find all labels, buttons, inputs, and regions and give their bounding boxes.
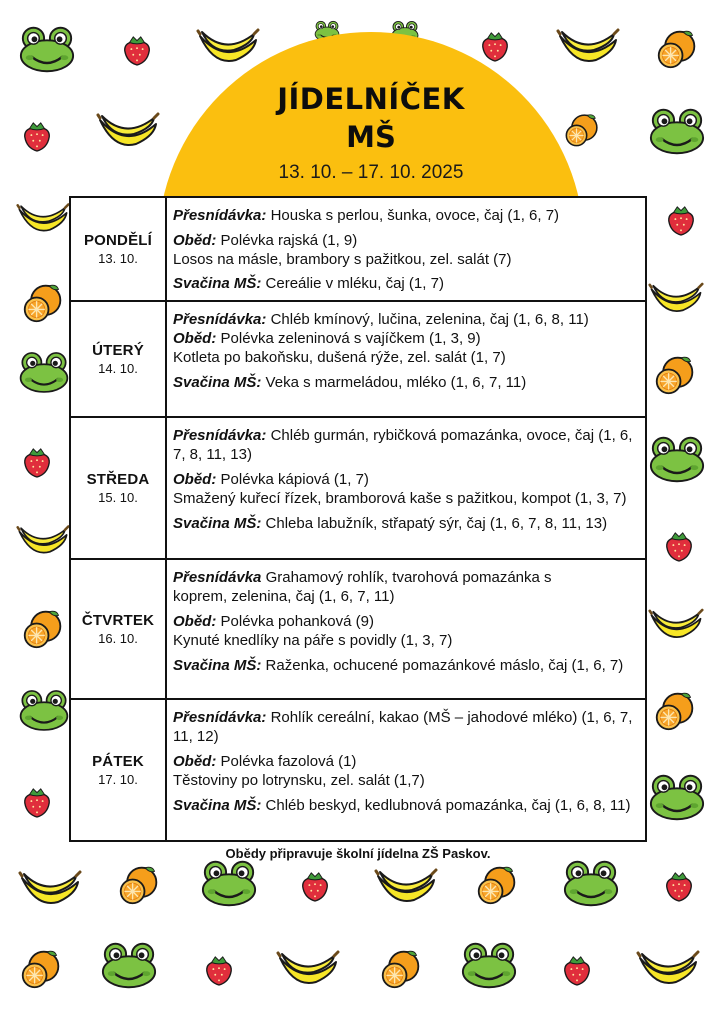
- breakfast-label: Přesnídávka:: [173, 427, 267, 444]
- banana-icon: [648, 604, 704, 644]
- strawberry-icon: [204, 954, 234, 986]
- breakfast-text: Houska s perlou, šunka, ovoce, čaj (1, 6, 7): [270, 207, 560, 224]
- frog-icon: [460, 940, 518, 990]
- snack-label: Svačina MŠ:: [173, 374, 262, 391]
- snack-label: Svačina MŠ:: [173, 515, 262, 532]
- frog-icon: [648, 772, 706, 822]
- snack: [173, 514, 641, 533]
- strawberry-icon: [22, 786, 52, 818]
- lunch-main: Kynuté knedlíky na páře s povidly (1, 3, 7): [173, 632, 453, 649]
- frog-icon: [100, 940, 158, 990]
- strawberry-icon: [664, 530, 694, 562]
- frog-icon: [18, 24, 76, 74]
- snack: [173, 373, 641, 392]
- breakfast-label: Přesnídávka:: [173, 709, 267, 726]
- breakfast-label: Přesnídávka:: [173, 311, 267, 328]
- lunch-main: Smažený kuřecí řízek, bramborová kaše s pažitkou, kompot (1, 3, 7): [173, 490, 627, 507]
- day-cell: [71, 198, 167, 300]
- orange-icon: [20, 948, 62, 990]
- meals: [173, 310, 641, 398]
- orange-icon: [22, 282, 64, 324]
- orange-icon: [380, 948, 422, 990]
- breakfast: [173, 206, 641, 225]
- day-row-friday: [71, 700, 645, 840]
- banana-icon: [636, 948, 700, 988]
- meals: [173, 206, 641, 299]
- strawberry-icon: [122, 34, 152, 66]
- day-row-tuesday: [71, 302, 645, 418]
- strawberry-icon: [300, 870, 330, 902]
- lunch: [173, 752, 641, 790]
- lunch-label: Oběd:: [173, 613, 217, 630]
- day-name: PÁTEK: [92, 753, 144, 770]
- banana-icon: [556, 26, 620, 66]
- lunch-label: Oběd:: [173, 232, 217, 249]
- frog-icon: [562, 858, 620, 908]
- banana-icon: [196, 26, 260, 66]
- date-range: 13. 10. – 17. 10. 2025: [278, 162, 464, 183]
- day-row-wednesday: [71, 418, 645, 560]
- day-row-thursday: [71, 560, 645, 700]
- strawberry-icon: [22, 120, 52, 152]
- banana-icon: [374, 866, 438, 906]
- strawberry-icon: [22, 446, 52, 478]
- day-cell: [71, 700, 167, 840]
- strawberry-icon: [666, 204, 696, 236]
- lunch: [173, 231, 641, 269]
- snack-text: Chléb beskyd, kedlubnová pomazánka, čaj (1, 6, 8, 11): [265, 797, 631, 814]
- snack-text: Veka s marmeládou, mléko (1, 6, 7, 11): [265, 374, 527, 391]
- lunch: [173, 612, 641, 650]
- meals: [173, 708, 641, 821]
- orange-icon: [22, 608, 64, 650]
- meals: [173, 426, 641, 539]
- breakfast-label: Přesnídávka:: [173, 207, 267, 224]
- page-subtitle: MŠ: [346, 120, 396, 154]
- lunch-main: Kotleta po bakoňsku, dušená rýže, zel. salát (1, 7): [173, 349, 506, 366]
- orange-icon: [118, 864, 160, 906]
- breakfast: [173, 568, 641, 606]
- snack-text: Chleba labužník, střapatý sýr, čaj (1, 6, 7, 8, 11, 13): [265, 515, 608, 532]
- breakfast-text: Chléb gurmán, rybičková pomazánka, ovoce, čaj (1, 6, 7, 8, 11, 13): [173, 427, 633, 463]
- lunch-main: Losos na másle, brambory s pažitkou, zel. salát (7): [173, 251, 512, 268]
- snack-text: Cereálie v mléku, čaj (1, 7): [265, 275, 444, 292]
- page-title: JÍDELNÍČEK: [277, 82, 465, 116]
- orange-icon: [656, 28, 698, 70]
- day-name: STŘEDA: [86, 471, 150, 488]
- day-name: ČTVRTEK: [81, 612, 155, 629]
- breakfast-text: Rohlík cereální, kakao (MŠ – jahodové mléko) (1, 6, 7, 11, 12): [173, 709, 633, 745]
- banana-icon: [276, 948, 340, 988]
- menu-table: [69, 196, 647, 842]
- meals: [173, 568, 641, 681]
- lunch-soup: Polévka rajská (1, 9): [220, 232, 358, 249]
- day-name: PONDĚLÍ: [83, 232, 153, 249]
- snack-label: Svačina MŠ:: [173, 275, 262, 292]
- frog-icon: [18, 686, 70, 734]
- lunch-soup: Polévka zeleninová s vajíčkem (1, 3, 9): [220, 330, 481, 347]
- lunch-soup: Polévka pohanková (9): [220, 613, 374, 630]
- strawberry-icon: [562, 954, 592, 986]
- banana-icon: [16, 198, 70, 238]
- orange-icon: [654, 690, 696, 732]
- breakfast-text: Chléb kmínový, lučina, zelenina, čaj (1, 6, 8, 11): [270, 311, 589, 328]
- lunch: [173, 470, 641, 508]
- frog-icon: [648, 106, 706, 156]
- frog-icon: [18, 348, 70, 396]
- banana-icon: [96, 110, 160, 150]
- banana-icon: [16, 520, 70, 560]
- breakfast: [173, 426, 641, 464]
- breakfast: [173, 708, 641, 746]
- orange-icon: [476, 864, 518, 906]
- snack: [173, 796, 641, 815]
- banana-icon: [648, 278, 704, 318]
- breakfast-text: Grahamový rohlík, tvarohová pomazánka s koprem, zelenina, čaj (1, 6, 7, 11): [173, 569, 552, 605]
- day-date: 16. 10.: [98, 631, 138, 646]
- footer-note: Obědy připravuje školní jídelna ZŠ Paskov.: [225, 846, 491, 861]
- breakfast-label: Přesnídávka: [173, 569, 262, 586]
- day-cell: [71, 560, 167, 698]
- snack-text: Raženka, ochucené pomazánkové máslo, čaj (1, 6, 7): [265, 657, 624, 674]
- snack: [173, 656, 641, 675]
- day-row-monday: [71, 198, 645, 302]
- day-date: 13. 10.: [98, 251, 138, 266]
- strawberry-icon: [480, 30, 510, 62]
- lunch-soup: Polévka kápiová (1, 7): [220, 471, 369, 488]
- snack-label: Svačina MŠ:: [173, 797, 262, 814]
- snack: [173, 274, 641, 293]
- frog-icon: [648, 434, 706, 484]
- day-date: 14. 10.: [98, 361, 138, 376]
- lunch-main: Těstoviny po lotrynsku, zel. salát (1,7): [173, 772, 425, 789]
- lunch: [173, 329, 641, 367]
- breakfast: [173, 310, 641, 329]
- snack-label: Svačina MŠ:: [173, 657, 262, 674]
- lunch-label: Oběd:: [173, 753, 217, 770]
- frog-icon: [200, 858, 258, 908]
- day-cell: [71, 302, 167, 416]
- strawberry-icon: [664, 870, 694, 902]
- lunch-label: Oběd:: [173, 471, 217, 488]
- day-name: ÚTERÝ: [92, 342, 144, 359]
- day-date: 15. 10.: [98, 490, 138, 505]
- banana-icon: [18, 868, 82, 908]
- lunch-label: Oběd:: [173, 330, 217, 347]
- day-date: 17. 10.: [98, 772, 138, 787]
- day-cell: [71, 418, 167, 558]
- lunch-soup: Polévka fazolová (1): [220, 753, 357, 770]
- orange-icon: [654, 354, 696, 396]
